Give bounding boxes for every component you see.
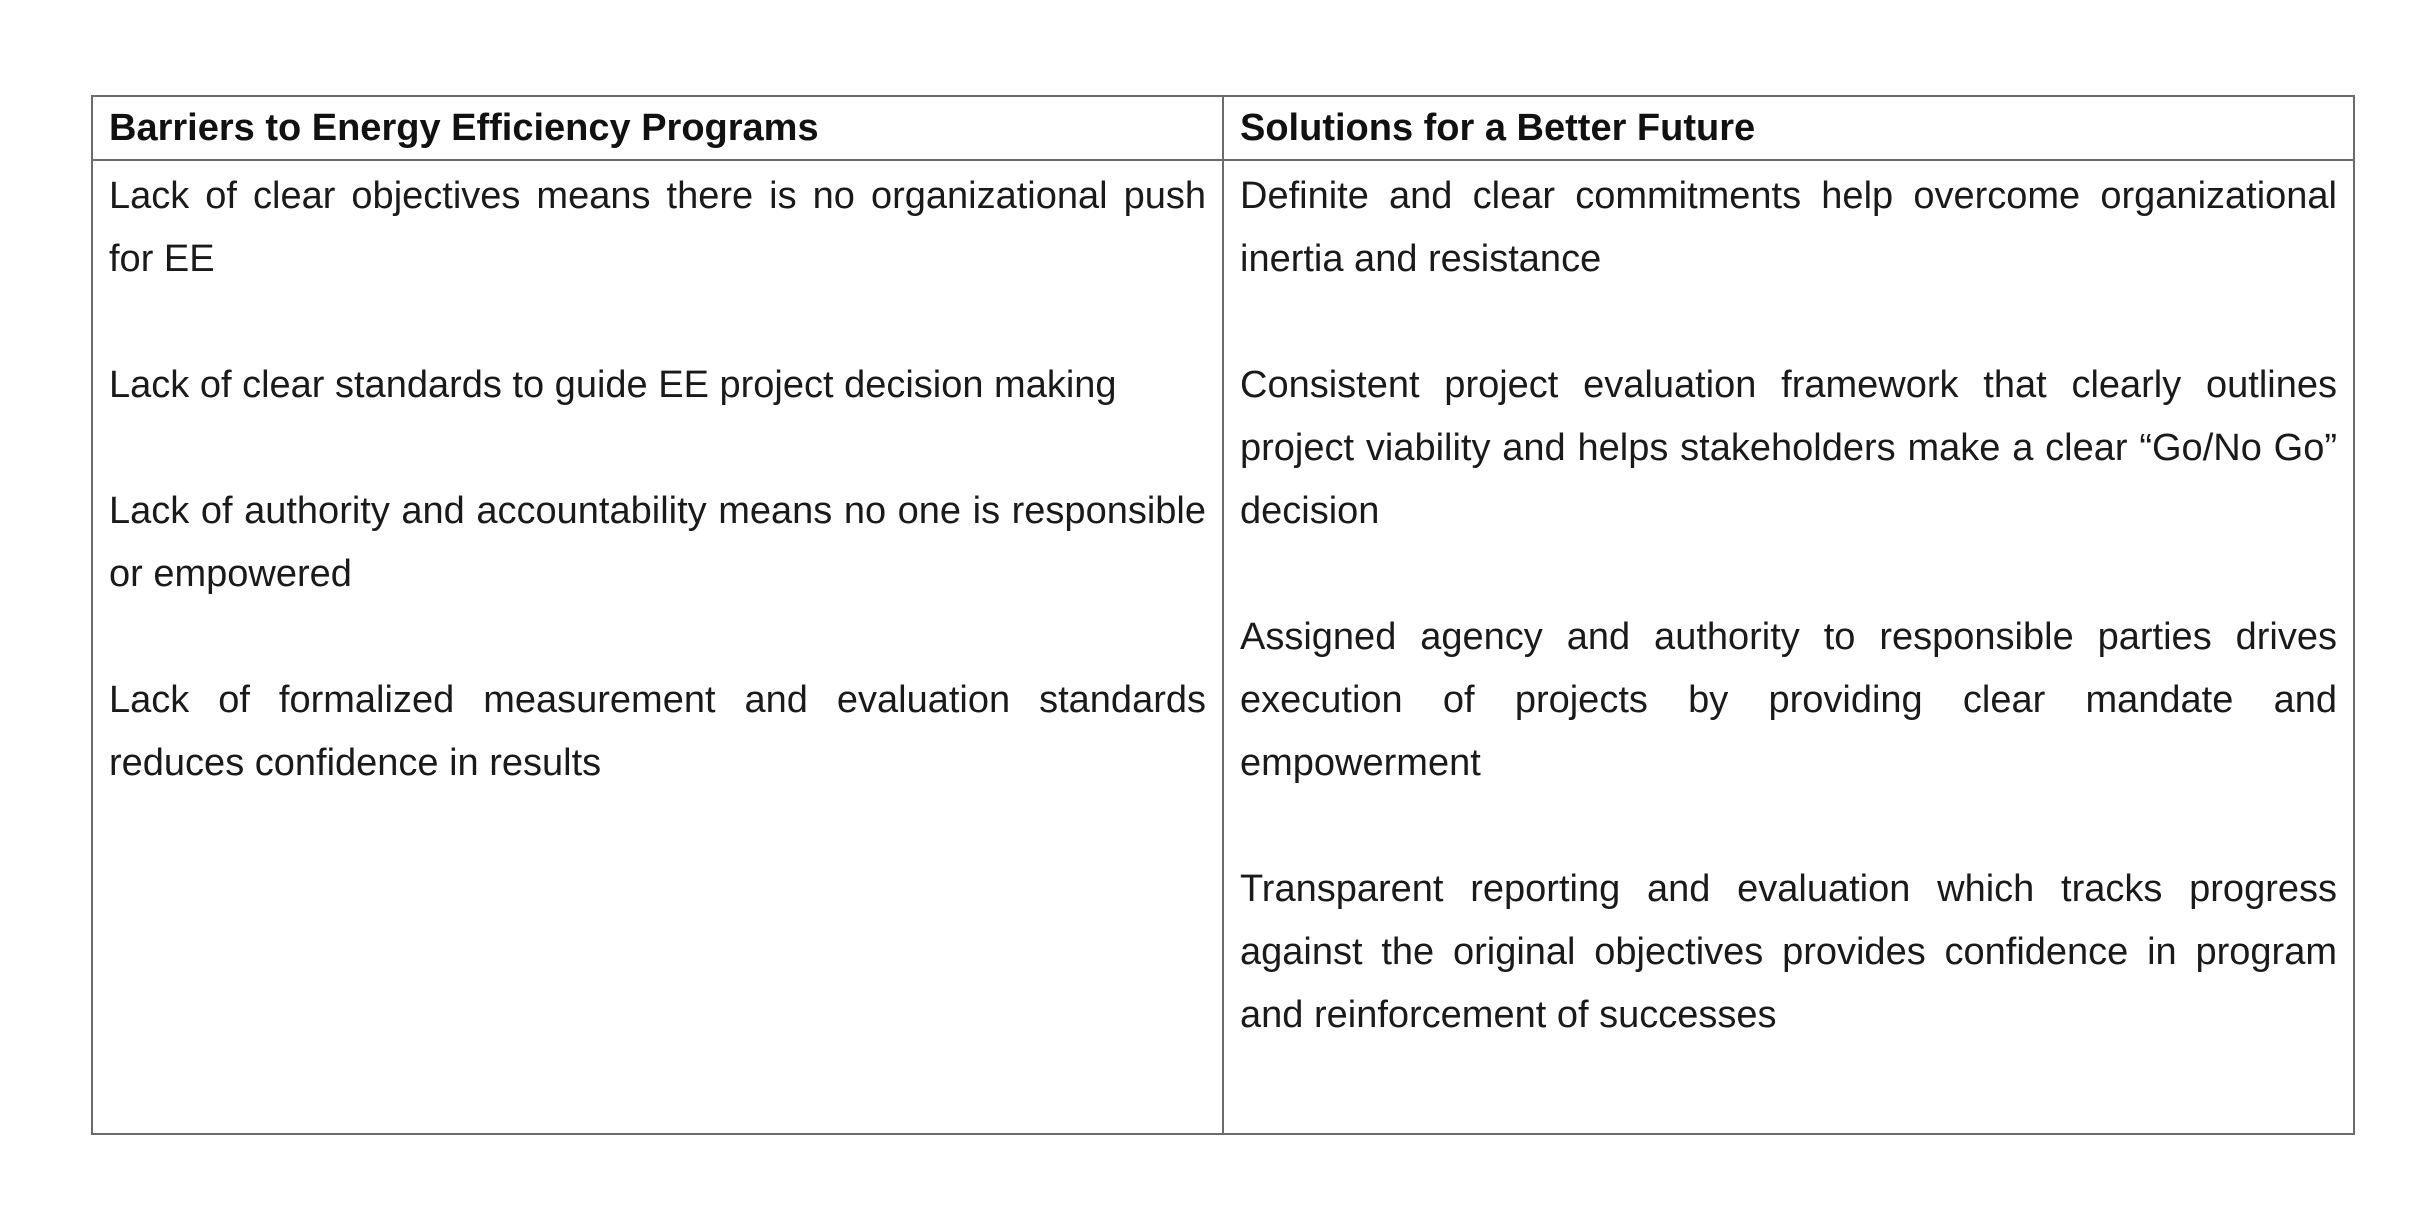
solution-item-assigned-agency: Assigned agency and authority to responsible parties drives execution of projects by providing clear mandate and empowerment <box>1240 616 2337 784</box>
barriers-column <box>93 161 1224 1133</box>
barrier-item-authority: Lack of authority and accountability means no one is responsible or empowered <box>109 490 1206 595</box>
barriers-solutions-table <box>91 95 2355 1135</box>
solutions-column <box>1224 161 2353 1133</box>
solution-item-transparent-reporting: Transparent reporting and evaluation which tracks progress against the original objectives provides confidence in program and reinforcement of successes <box>1240 868 2337 1036</box>
barriers-header: Barriers to Energy Efficiency Programs <box>93 97 1224 161</box>
barrier-item-objectives: Lack of clear objectives means there is no organizational push for EE <box>109 175 1206 280</box>
solution-item-evaluation-framework: Consistent project evaluation framework that clearly outlines project viability and helps stakeholders make a clear “Go/No Go” decision <box>1240 364 2337 532</box>
barrier-item-standards: Lack of clear standards to guide EE project decision making <box>109 364 1117 406</box>
solutions-header: Solutions for a Better Future <box>1224 97 2353 161</box>
solution-item-commitments: Definite and clear commitments help overcome organizational inertia and resistance <box>1240 175 2337 280</box>
barrier-item-measurement: Lack of formalized measurement and evaluation standards reduces confidence in results <box>109 679 1206 784</box>
